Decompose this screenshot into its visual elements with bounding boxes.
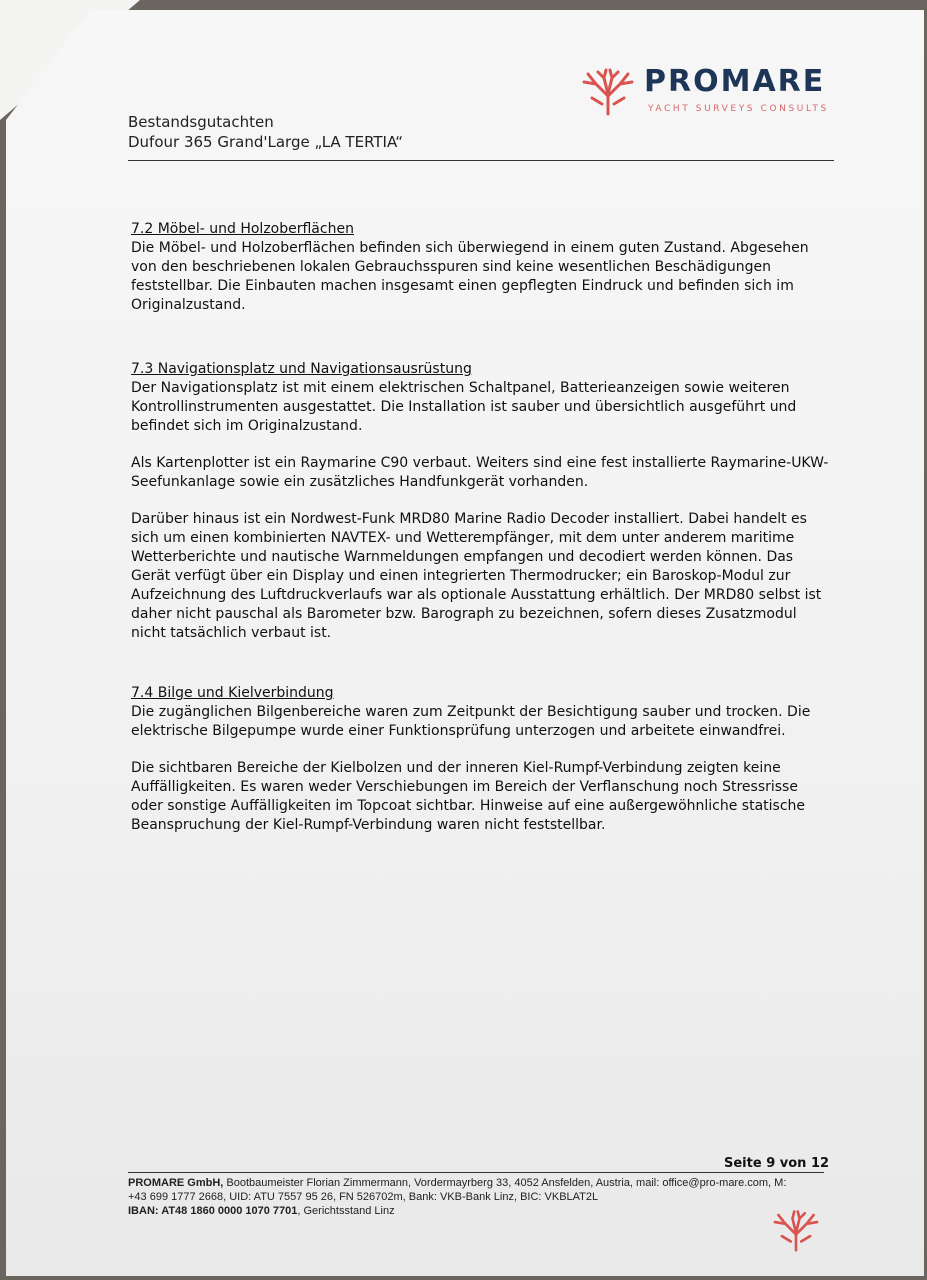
- coral-icon: [578, 66, 638, 116]
- section-moebel: [131, 220, 831, 333]
- brand-tagline: YACHT SURVEYS CONSULTS: [648, 104, 829, 114]
- brand-name: PROMARE: [644, 64, 826, 99]
- footer-iban: IBAN: AT48 1860 0000 1070 7701: [128, 1205, 298, 1217]
- section-heading: 7.3 Navigationsplatz und Navigationsausrüstung: [131, 361, 472, 377]
- footer-court: , Gerichtsstand Linz: [297, 1205, 395, 1217]
- document-header: [128, 112, 403, 152]
- section-navigation: [131, 360, 831, 661]
- section-heading: 7.2 Möbel- und Holzoberflächen: [131, 221, 354, 237]
- coral-icon: [768, 1208, 824, 1252]
- section-paragraph: Als Kartenplotter ist ein Raymarine C90 verbaut. Weiters sind eine fest installierte Raymarine-UKW-Seefunkanlage sowie ein zusätzliches Handfunkgerät vorhanden.: [131, 455, 829, 490]
- header-divider: [128, 160, 834, 161]
- section-paragraph: Die sichtbaren Bereiche der Kielbolzen und der inneren Kiel-Rumpf-Verbindung zeigten keine Auffälligkeiten. Es waren weder Verschiebungen im Bereich der Verflanschung noch Stressrisse oder sonstige Auffälligkeiten im Topcoat sichtbar. Hinweise auf eine außergewöhnliche statische Beanspruchung der Kiel-Rumpf-Verbindung waren nicht feststellbar.: [131, 760, 806, 833]
- footer-company: PROMARE GmbH,: [128, 1177, 224, 1189]
- footer-divider: [128, 1172, 824, 1173]
- section-paragraph: Die zugänglichen Bilgenbereiche waren zum Zeitpunkt der Besichtigung sauber und trocken. Die elektrische Bilgepumpe wurde einer Funktionsprüfung unterzogen und arbeitete einwandfrei.: [131, 704, 811, 739]
- brand-logo: [578, 60, 838, 120]
- section-bilge: [131, 684, 831, 853]
- section-paragraph: Darüber hinaus ist ein Nordwest-Funk MRD80 Marine Radio Decoder installiert. Dabei handelt es sich um einen kombinierten NAVTEX- und Wetterempfänger, mit dem unter anderem maritime Wetterberichte und nautische Warnmeldungen empfangen und decodiert werden können. Das Gerät verfügt über ein Display und einen integrierten Thermodrucker; ein Baroskop-Modul zur Aufzeichnung des Luftdruckverlaufs war als optionale Ausstattung erhältlich. Der MRD80 selbst ist daher nicht pauschal als Barometer bzw. Barograph zu bezeichnen, sofern dieses Zusatzmodul nicht tatsächlich verbaut ist.: [131, 511, 822, 641]
- vessel-name: Dufour 365 Grand'Large „LA TERTIA“: [128, 133, 404, 151]
- section-heading: 7.4 Bilge und Kielverbindung: [131, 685, 334, 701]
- footer-address: Bootbaumeister Florian Zimmermann, Vordermayrberg 33, 4052 Ansfelden, Austria, mail: office@pro-mare.com, M: +43 699 1777 2668, UID: ATU 7557 95 26, FN 526702m, Bank: VKB-Bank Linz, BIC: VKBLAT2L: [128, 1177, 787, 1203]
- page-number: Seite 9 von 12: [724, 1156, 830, 1171]
- section-paragraph: Der Navigationsplatz ist mit einem elektrischen Schaltpanel, Batterieanzeigen sowie weiteren Kontrollinstrumenten ausgestattet. Die Installation ist sauber und übersichtlich ausgeführt und befindet sich im Originalzustand.: [131, 380, 797, 434]
- section-paragraph: Die Möbel- und Holzoberflächen befinden sich überwiegend in einem guten Zustand. Abgesehen von den beschriebenen lokalen Gebrauchsspuren sind keine wesentlichen Beschädigungen feststellbar. Die Einbauten machen insgesamt einen gepflegten Eindruck und befinden sich im Originalzustand.: [131, 240, 809, 313]
- footer-company-info: [128, 1176, 808, 1218]
- document-type: Bestandsgutachten: [128, 113, 274, 131]
